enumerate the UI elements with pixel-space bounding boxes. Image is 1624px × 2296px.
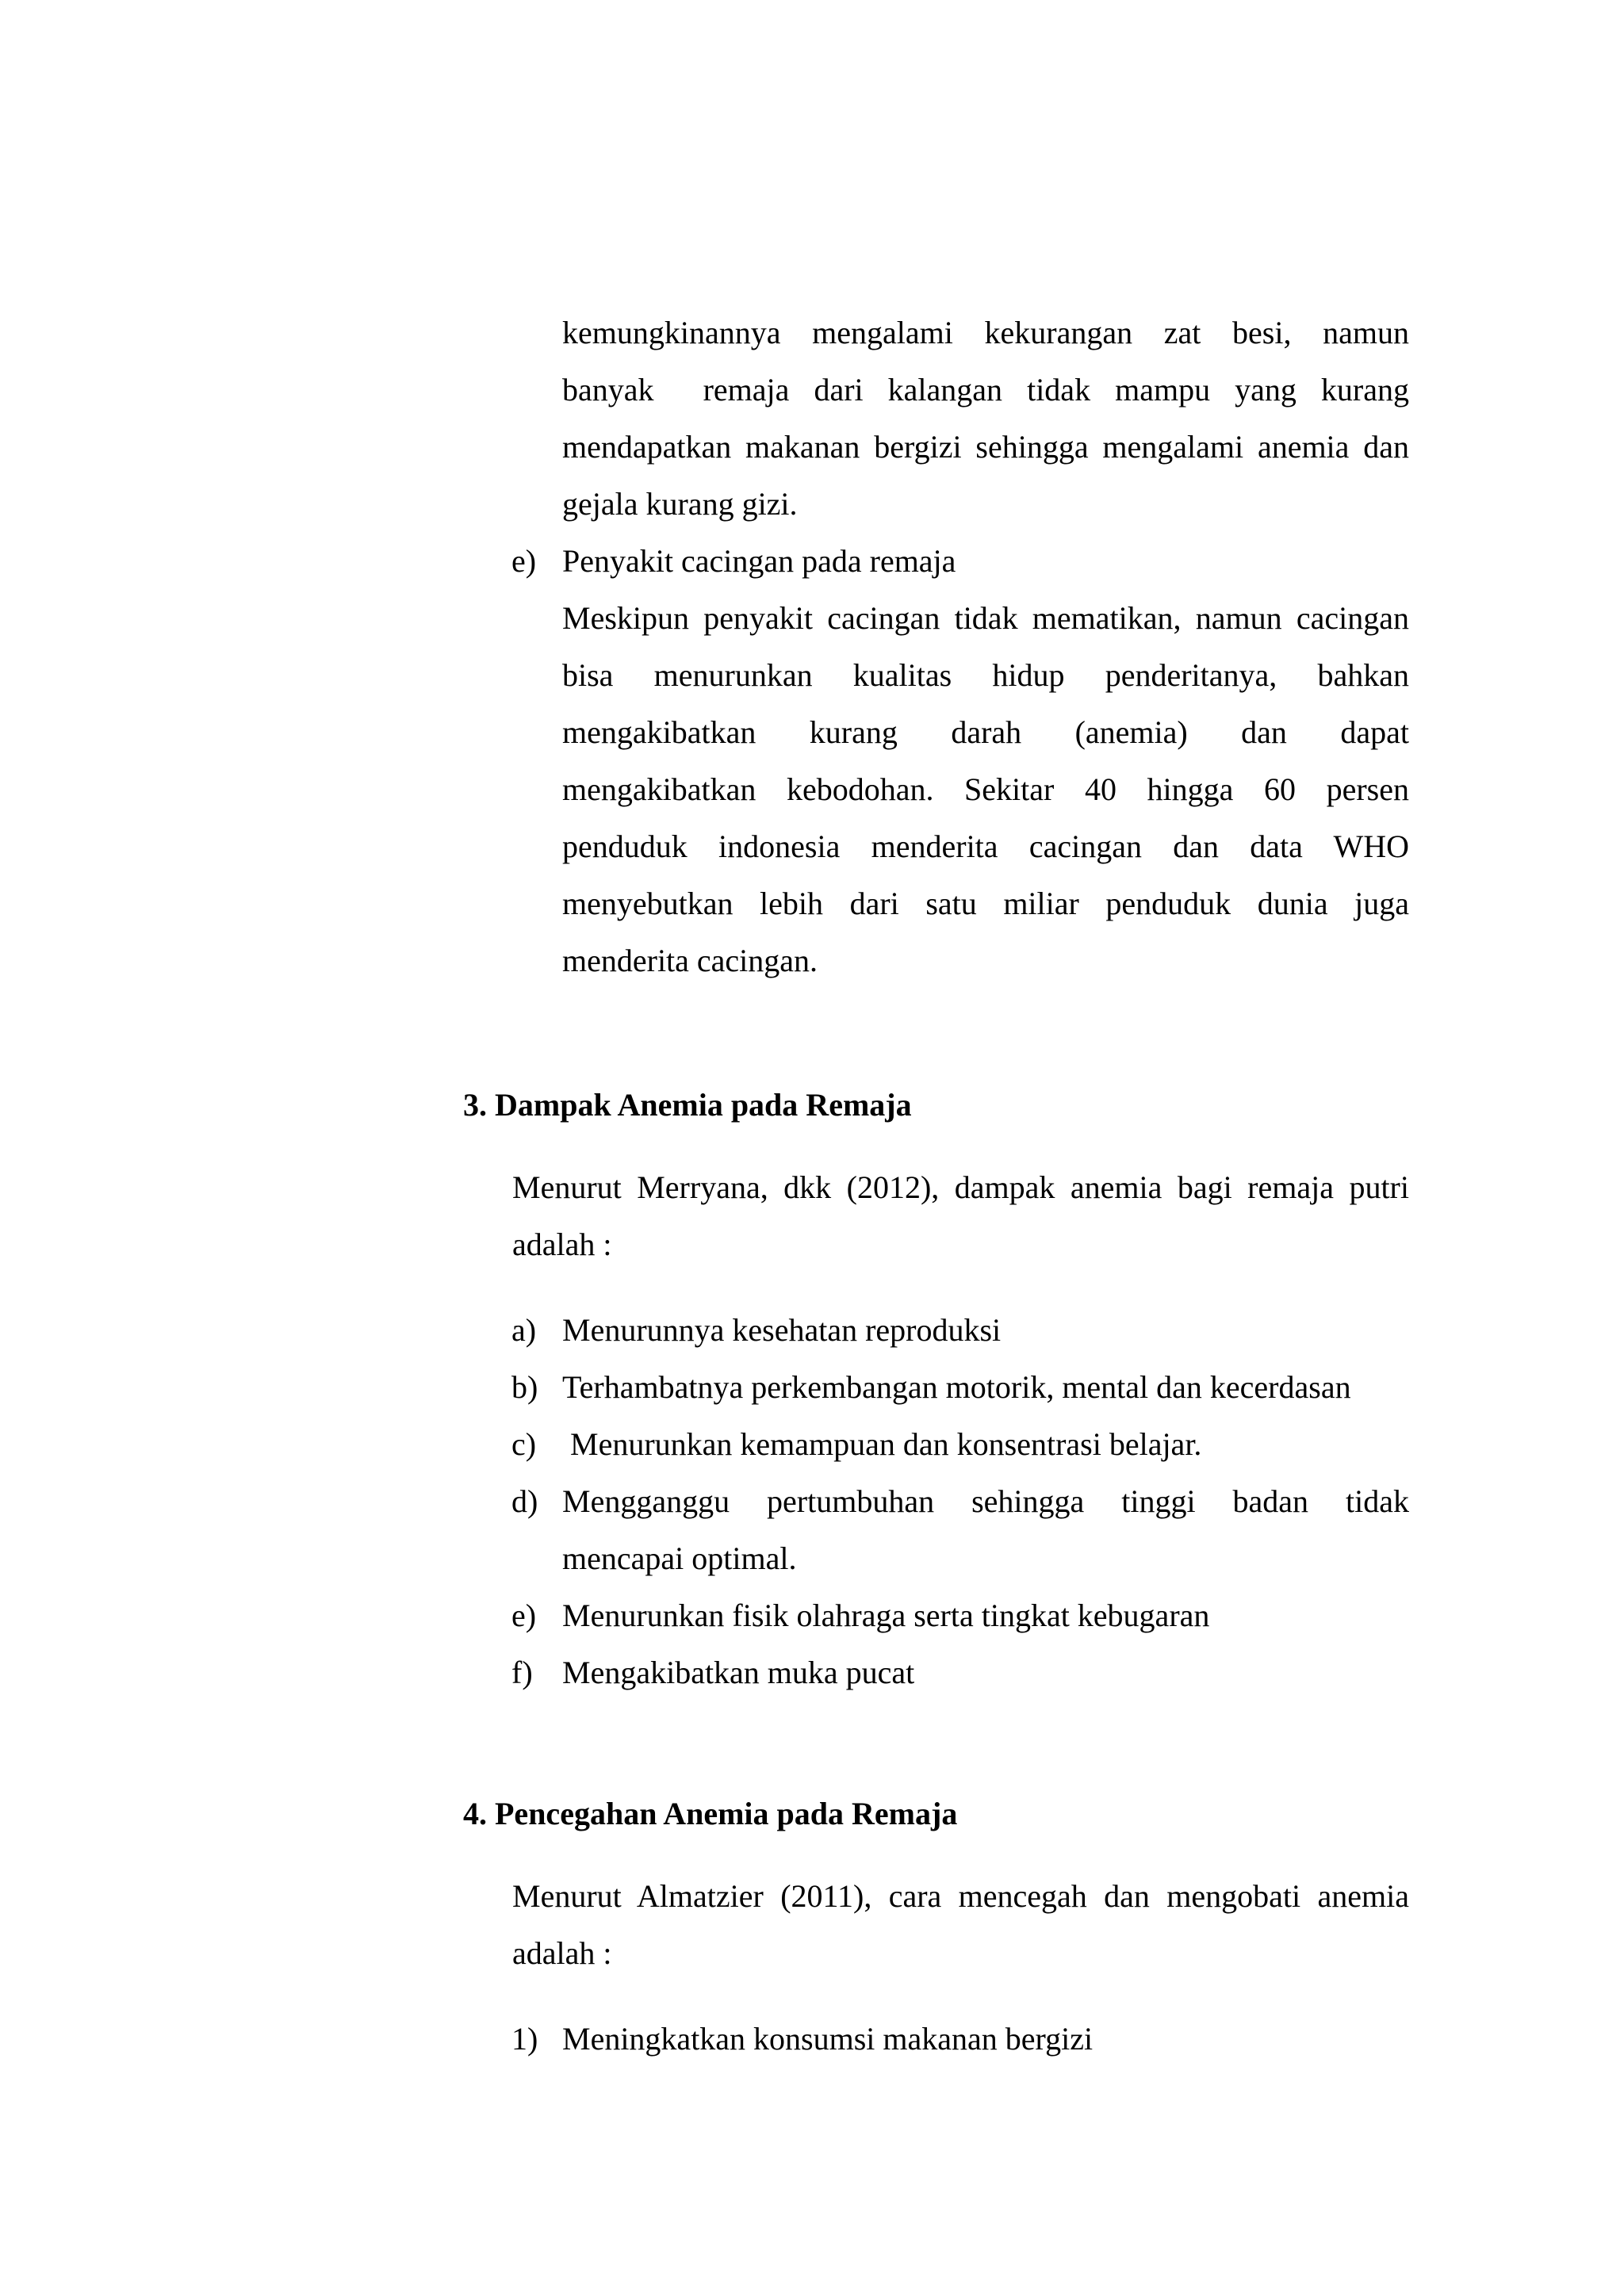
list-item: Terhambatnya perkembangan motorik, mental dan kecerdasan xyxy=(562,1369,1351,1405)
list-marker: a) xyxy=(511,1312,537,1348)
list-item: Menurunkan fisik olahraga serta tingkat kebugaran xyxy=(562,1598,1210,1633)
paragraph-line: mengakibatkan kurang darah (anemia) dan dapat xyxy=(562,714,1409,750)
section-heading: 3. Dampak Anemia pada Remaja xyxy=(463,1087,912,1123)
list-item-continuation: mencapai optimal. xyxy=(562,1540,797,1576)
list-item: Meningkatkan konsumsi makanan bergizi xyxy=(562,2021,1094,2057)
paragraph-line: Menurut Almatzier (2011), cara mencegah dan mengobati anemia xyxy=(512,1878,1409,1914)
paragraph-line: kemungkinannya mengalami kekurangan zat besi, namun xyxy=(562,315,1409,350)
paragraph-line: Meskipun penyakit cacingan tidak mematikan, namun cacingan xyxy=(562,600,1409,636)
paragraph-line: banyak remaja dari kalangan tidak mampu yang kurang xyxy=(562,372,1409,408)
paragraph-line: menyebutkan lebih dari satu miliar penduduk dunia juga xyxy=(562,886,1409,921)
paragraph-line: gejala kurang gizi. xyxy=(562,486,798,522)
list-marker: b) xyxy=(511,1369,538,1405)
paragraph-line: adalah : xyxy=(512,1935,612,1971)
paragraph-line: bisa menurunkan kualitas hidup penderitanya, bahkan xyxy=(562,657,1409,693)
list-marker: c) xyxy=(511,1426,537,1462)
paragraph-line: menderita cacingan. xyxy=(562,943,818,978)
list-item: Menurunnya kesehatan reproduksi xyxy=(562,1312,1002,1348)
section-heading: 4. Pencegahan Anemia pada Remaja xyxy=(463,1796,958,1831)
list-marker: e) xyxy=(511,543,537,579)
list-item: Mengakibatkan muka pucat xyxy=(562,1655,915,1690)
list-marker: e) xyxy=(511,1598,537,1633)
list-marker: f) xyxy=(511,1655,533,1690)
list-marker: 1) xyxy=(511,2021,538,2057)
list-marker: d) xyxy=(511,1483,538,1519)
list-item: Mengganggu pertumbuhan sehingga tinggi badan tidak xyxy=(562,1483,1409,1519)
list-item: Menurunkan kemampuan dan konsentrasi belajar. xyxy=(562,1426,1202,1462)
paragraph-line: Menurut Merryana, dkk (2012), dampak anemia bagi remaja putri xyxy=(512,1169,1409,1205)
paragraph-line: mendapatkan makanan bergizi sehingga mengalami anemia dan xyxy=(562,429,1409,465)
paragraph-line: mengakibatkan kebodohan. Sekitar 40 hingga 60 persen xyxy=(562,771,1409,807)
paragraph-line: adalah : xyxy=(512,1226,612,1262)
list-item-title: Penyakit cacingan pada remaja xyxy=(562,543,956,579)
paragraph-line: penduduk indonesia menderita cacingan dan data WHO xyxy=(562,828,1409,864)
